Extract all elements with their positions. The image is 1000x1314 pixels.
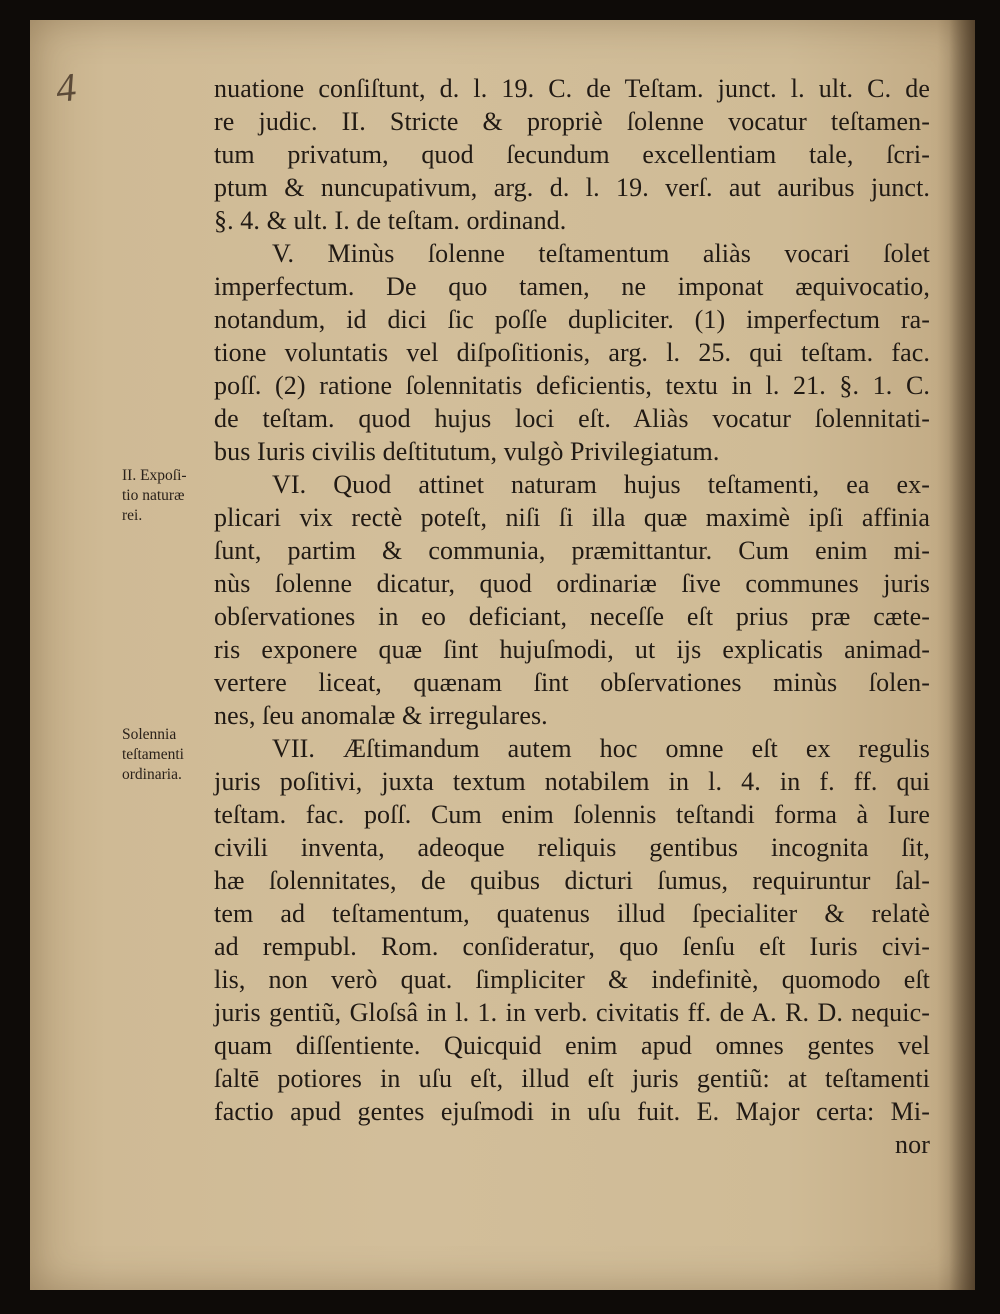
text-line: ptum & nuncupativum, arg. d. l. 19. verſ. aut auribus junct.: [214, 173, 930, 202]
text-line: quam diſſentiente. Quicquid enim apud omnes gentes vel: [214, 1031, 930, 1060]
page-spine-shadow: [949, 20, 975, 1290]
text-line: ad rempubl. Rom. conſideratur, quo ſenſu eſt Iuris civi-: [214, 932, 930, 961]
text-line: tum privatum, quod ſecundum excellentiam tale, ſcri-: [214, 140, 930, 169]
text-line: re judic. II. Stricte & propriè ſolenne vocatur teſtamen-: [214, 107, 930, 136]
text-line: vertere liceat, quænam ſint obſervationes minùs ſolen-: [214, 668, 930, 697]
text-line: notandum, id dici ſic poſſe dupliciter. (1) imperfectum ra-: [214, 305, 930, 334]
text-line: teſtam. fac. poſſ. Cum enim ſolennis teſtandi forma à Iure: [214, 800, 930, 829]
text-line: nuatione conſiſtunt, d. l. 19. C. de Teſtam. junct. l. ult. C. de: [214, 74, 930, 103]
margin-note-line: tio naturæ: [122, 487, 185, 504]
catchword: nor: [895, 1130, 930, 1159]
margin-note-line: rei.: [122, 507, 143, 524]
text-line: juris poſitivi, juxta textum notabilem in l. 4. in f. ff. qui: [214, 767, 930, 796]
text-line: ſunt, partim & communia, præmittantur. Cum enim mi-: [214, 536, 930, 565]
margin-note-line: Solennia: [122, 726, 177, 743]
text-line: civili inventa, adeoque reliquis gentibus incognita ſit,: [214, 833, 930, 862]
text-line: plicari vix rectè poteſt, niſi ſi illa quæ maximè ipſi affinia: [214, 503, 930, 532]
book-page: [30, 20, 975, 1290]
text-line: VI. Quod attinet naturam hujus teſtamenti, ea ex-: [272, 470, 930, 499]
text-line: tione voluntatis vel diſpoſitionis, arg. l. 25. qui teſtam. fac.: [214, 338, 930, 367]
body-text: [214, 72, 930, 1161]
margin-note-line: II. Expoſi-: [122, 467, 187, 484]
text-line: tem ad teſtamentum, quatenus illud ſpecialiter & relatè: [214, 899, 930, 928]
margin-note-line: ordinaria.: [122, 766, 182, 783]
text-line: hæ ſolennitates, de quibus dicturi ſumus, requiruntur ſal-: [214, 866, 930, 895]
text-line: nes, ſeu anomalæ & irregulares.: [214, 701, 548, 730]
text-line: poſſ. (2) ratione ſolennitatis deficientis, textu in l. 21. §. 1. C.: [214, 371, 930, 400]
text-line: ris exponere quæ ſint hujuſmodi, ut ijs explicatis animad-: [214, 635, 930, 664]
handwritten-page-number: 4: [53, 64, 79, 111]
text-line: §. 4. & ult. I. de teſtam. ordinand.: [214, 206, 567, 235]
text-line: obſervationes in eo deficiant, neceſſe eſt prius præ cæte-: [214, 602, 930, 631]
text-line: juris gentiũ, Gloſsâ in l. 1. in verb. civitatis ff. de A. R. D. nequic-: [214, 998, 930, 1027]
text-line: lis, non verò quat. ſimpliciter & indefinitè, quomodo eſt: [214, 965, 930, 994]
margin-note-line: teſtamenti: [122, 746, 184, 763]
text-line: factio apud gentes ejuſmodi in uſu fuit. E. Major certa: Mi-: [214, 1097, 930, 1126]
text-line: imperfectum. De quo tamen, ne imponat æquivocatio,: [214, 272, 930, 301]
text-line: ſaltē potiores in uſu eſt, illud eſt juris gentiũ: at teſtamenti: [214, 1064, 930, 1093]
text-line: V. Minùs ſolenne teſtamentum aliàs vocari ſolet: [272, 239, 930, 268]
text-line: bus Iuris civilis deſtitutum, vulgò Privilegiatum.: [214, 437, 720, 466]
text-line: nùs ſolenne dicatur, quod ordinariæ ſive communes juris: [214, 569, 930, 598]
text-line: de teſtam. quod hujus loci eſt. Aliàs vocatur ſolennitati-: [214, 404, 930, 433]
text-line: VII. Æſtimandum autem hoc omne eſt ex regulis: [272, 734, 930, 763]
